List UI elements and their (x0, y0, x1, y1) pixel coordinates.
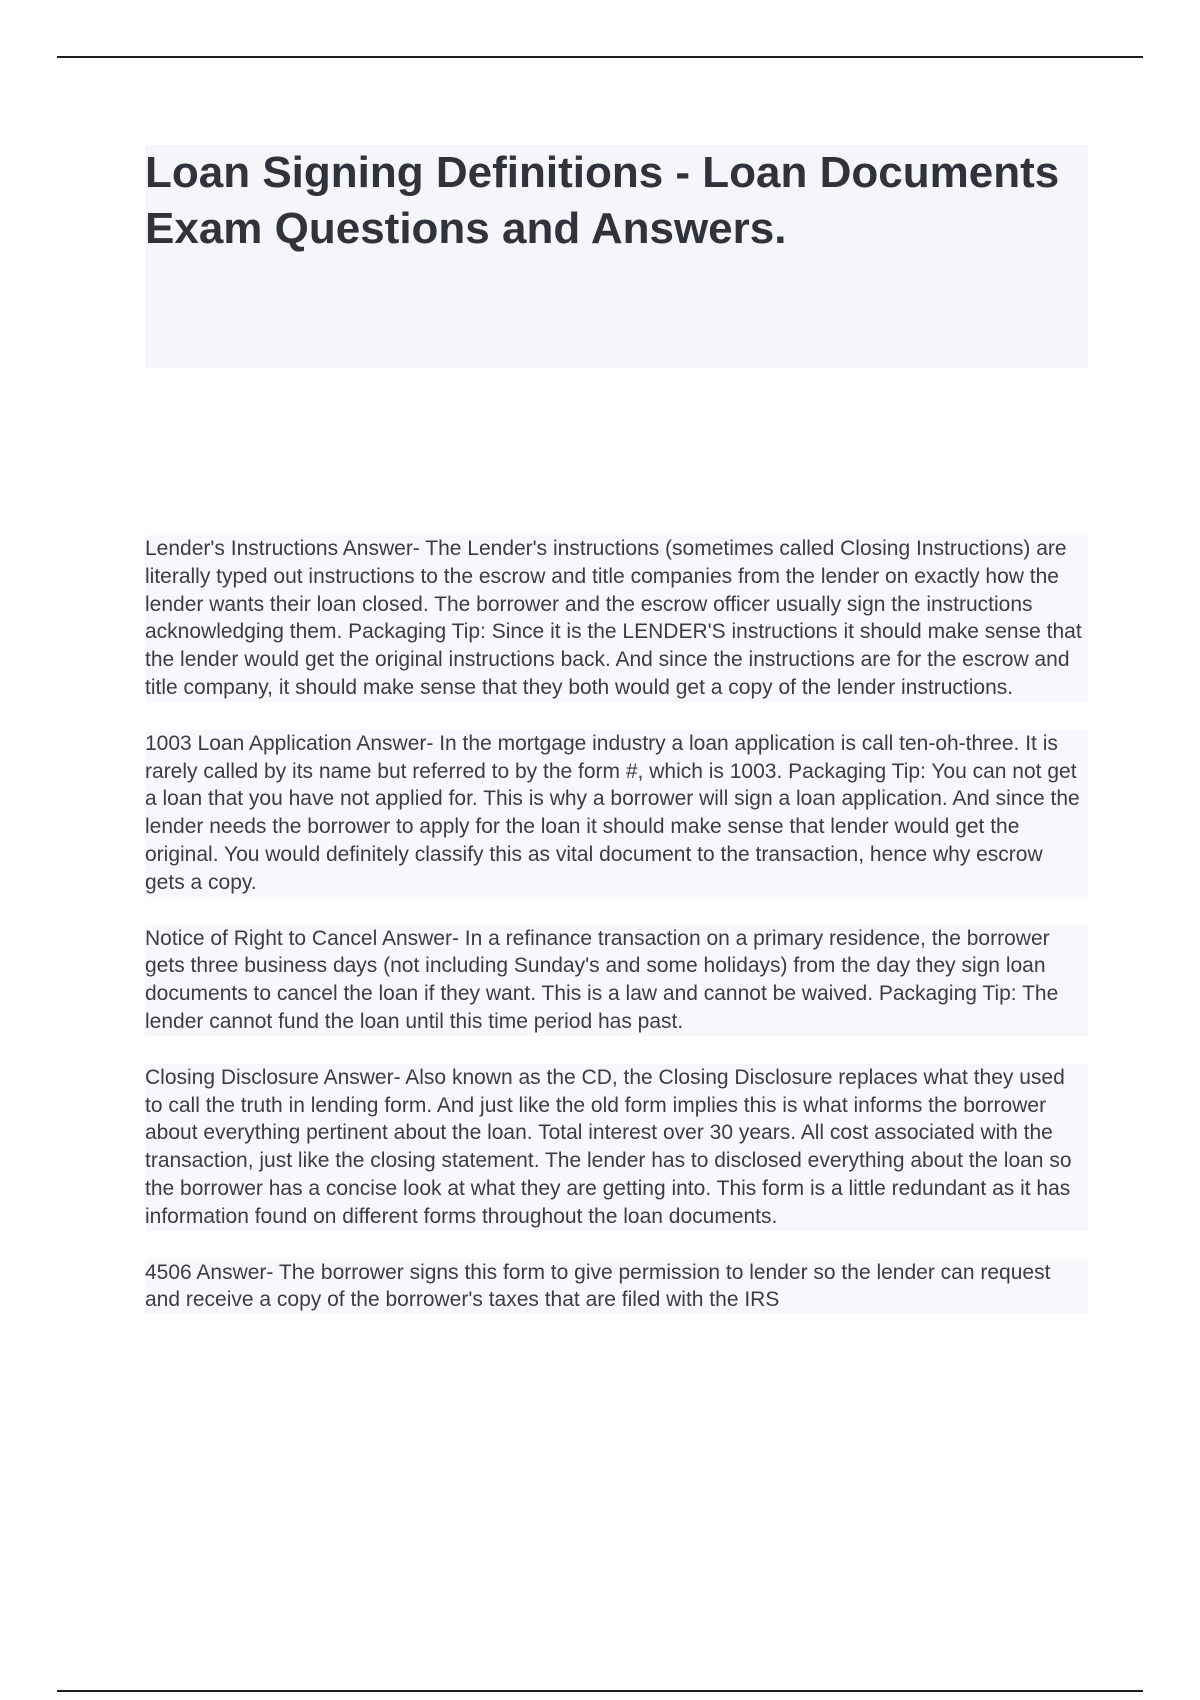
qa-entry-4506: 4506 Answer- The borrower signs this form to give permission to lender so the lender can request and receive a copy of the borrower's taxes that are filed with the IRS (145, 1259, 1088, 1315)
qa-list (145, 535, 1088, 1342)
qa-entry-closing-disclosure: Closing Disclosure Answer- Also known as the CD, the Closing Disclosure replaces what they used to call the truth in lending form. And just like the old form implies this is what informs the borrower about everything pertinent about the loan. Total interest over 30 years. All cost associated with the transaction, just like the closing statement. The lender has to disclosed everything about the loan so the borrower has a concise look at what they are getting into. This form is a little redundant as it has information found on different forms throughout the loan documents. (145, 1064, 1088, 1231)
page-title: Loan Signing Definitions - Loan Documents Exam Questions and Answers. (145, 148, 1060, 253)
qa-entry-1003-loan-application: 1003 Loan Application Answer- In the mortgage industry a loan application is call ten-oh-three. It is rarely called by its name but referred to by the form #, which is 1003. Packaging Tip: You can not get a loan that you have not applied for. This is why a borrower will sign a loan application. And since the lender needs the borrower to apply for the loan it should make sense that lender would get the original. You would definitely classify this as vital document to the transaction, hence why escrow gets a copy. (145, 730, 1088, 897)
header-rule (57, 56, 1143, 58)
qa-entry-lenders-instructions: Lender's Instructions Answer- The Lender's instructions (sometimes called Closing Instructions) are literally typed out instructions to the escrow and title companies from the lender on exactly how the lender wants their loan closed. The borrower and the escrow officer usually sign the instructions acknowledging them. Packaging Tip: Since it is the LENDER'S instructions it should make sense that the lender would get the original instructions back. And since the instructions are for the escrow and title company, it should make sense that they both would get a copy of the lender instructions. (145, 535, 1088, 702)
qa-entry-notice-of-right-to-cancel: Notice of Right to Cancel Answer- In a refinance transaction on a primary residence, the borrower gets three business days (not including Sunday's and some holidays) from the day they sign loan documents to cancel the loan if they want. This is a law and cannot be waived. Packaging Tip: The lender cannot fund the loan until this time period has past. (145, 925, 1088, 1036)
footer-rule (57, 1690, 1143, 1692)
title-block (145, 145, 1088, 368)
